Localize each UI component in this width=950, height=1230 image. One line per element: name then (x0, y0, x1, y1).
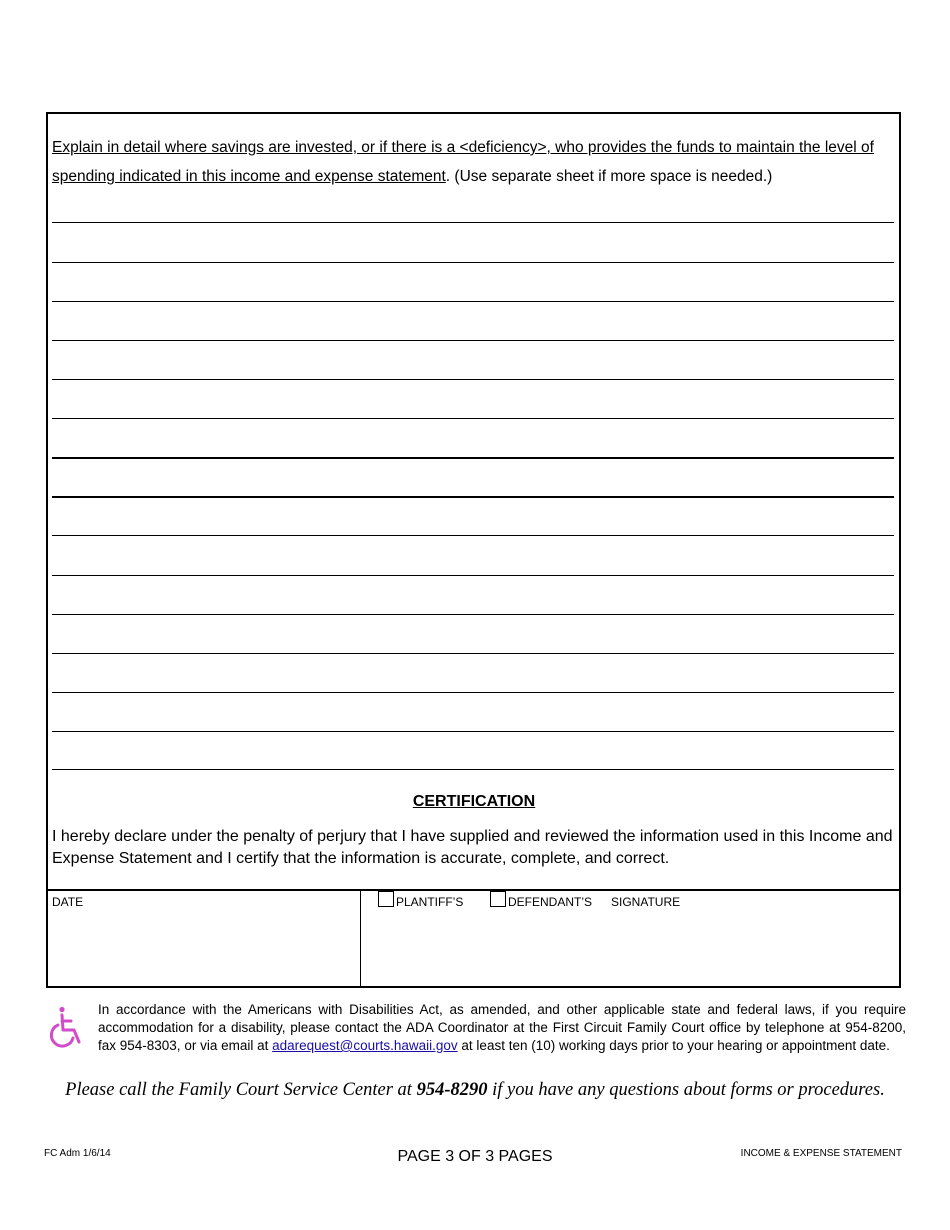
answer-line[interactable] (52, 535, 894, 536)
answer-line[interactable] (52, 262, 894, 263)
answer-line[interactable] (52, 614, 894, 615)
page-number: PAGE 3 OF 3 PAGES (397, 1148, 553, 1165)
answer-line[interactable] (52, 769, 894, 770)
answer-line[interactable] (52, 653, 894, 654)
ada-notice (98, 1001, 906, 1055)
answer-line[interactable] (52, 222, 894, 223)
answer-line[interactable] (52, 379, 894, 380)
form-id: FC Adm 1/6/14 (44, 1148, 111, 1159)
service-center-phone: 954-8290 (416, 1080, 488, 1100)
instructions-trailing-text: . (Use separate sheet if more space is needed.) (445, 168, 773, 185)
date-signature-divider (360, 889, 361, 988)
defendant-label: DEFENDANT’S (508, 895, 593, 909)
help-text-before: Please call the Family Court Service Center at (65, 1080, 417, 1100)
ada-text-before: In accordance with the Americans with Disabilities Act, as amended, and other applicable state and federal laws, if you require accommodation for a disability, please contact the ADA Coordinator at the First Circuit Family Court office by telephone at 954-8200, fax 954-8303, or via email at (98, 1002, 906, 1053)
service-center-notice (0, 1080, 950, 1101)
certification-title: CERTIFICATION (412, 793, 536, 810)
help-text-after: if you have any questions about forms or procedures. (487, 1080, 885, 1100)
ada-email-link[interactable]: adarequest@courts.hawaii.gov (272, 1038, 458, 1053)
answer-line[interactable] (52, 301, 894, 302)
answer-line[interactable] (52, 731, 894, 732)
plaintiff-label: PLANTIFF’S (396, 895, 464, 909)
answer-line[interactable] (52, 692, 894, 693)
ada-text-after: at least ten (10) working days prior to your hearing or appointment date. (457, 1038, 890, 1053)
wheelchair-accessibility-icon (48, 1005, 88, 1051)
date-label: DATE (52, 895, 84, 909)
signature-label: SIGNATURE (611, 895, 681, 909)
explanation-instructions (52, 133, 902, 191)
defendant-checkbox[interactable] (490, 891, 506, 907)
answer-line[interactable] (52, 575, 894, 576)
signature-field[interactable] (363, 910, 899, 987)
certification-text: I hereby declare under the penalty of perjury that I have supplied and reviewed the information used in this Income and Expense Statement and I certify that the information is accurate, complete, and correct. (52, 828, 893, 867)
answer-line[interactable] (52, 496, 894, 498)
plaintiff-checkbox[interactable] (378, 891, 394, 907)
answer-line[interactable] (52, 340, 894, 341)
answer-line[interactable] (52, 457, 894, 459)
answer-line[interactable] (52, 418, 894, 419)
form-title: INCOME & EXPENSE STATEMENT (740, 1148, 902, 1159)
date-field[interactable] (48, 891, 358, 987)
instructions-underlined-text: Explain in detail where savings are invested, or if there is a <deficiency>, who provides the funds to maintain the level of spending indicated in this income and expense statement (52, 139, 874, 185)
